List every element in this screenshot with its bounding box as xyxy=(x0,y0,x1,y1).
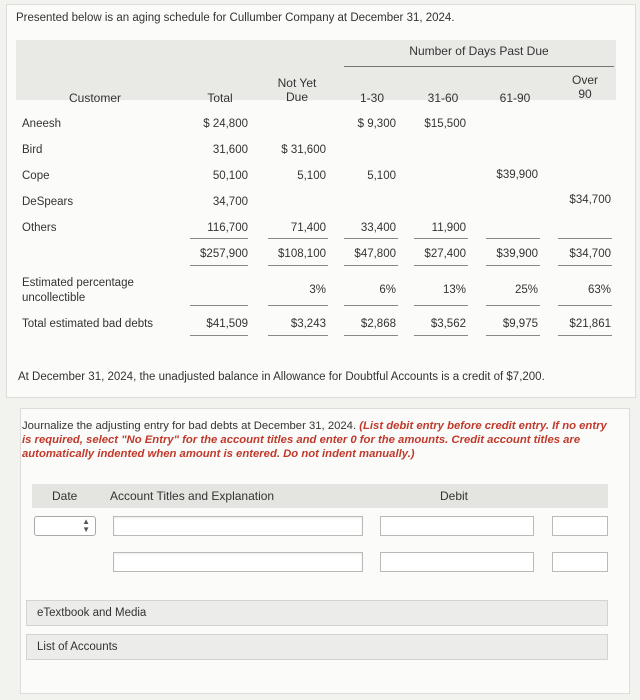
row-others-name: Others xyxy=(22,222,57,234)
pct-61-90: 25% xyxy=(514,284,538,296)
pct-label-line1: Estimated percentage xyxy=(22,277,134,289)
list-of-accounts-link[interactable] xyxy=(26,634,608,660)
journal-row2-credit-input[interactable] xyxy=(552,552,608,572)
header-span-rule xyxy=(344,66,614,67)
totals-total: $257,900 xyxy=(200,248,248,260)
journal-col-debit: Debit xyxy=(440,489,469,503)
col-header-over-90-line1: Over xyxy=(571,73,598,87)
bad-1-30: $2,868 xyxy=(360,318,396,330)
bad-debts-label: Total estimated bad debts xyxy=(22,318,154,330)
pct-label-line2: uncollectible xyxy=(22,292,86,304)
dbl-rule-61-90-1 xyxy=(486,265,540,266)
totals-61-90: $39,900 xyxy=(496,248,538,260)
row-cope-61-90: $39,900 xyxy=(496,169,538,181)
col-header-61-90: 61-90 xyxy=(499,91,531,105)
col-header-not-yet-due xyxy=(265,76,329,104)
journal-instructions xyxy=(22,419,612,461)
journal-col-account: Account Titles and Explanation xyxy=(110,489,275,503)
rule-1-30-sum xyxy=(344,238,398,239)
dbl-rule-bad-61-90 xyxy=(486,335,540,336)
row-bird-total: 31,600 xyxy=(212,144,248,156)
select-arrows-icon: ▲ ▼ xyxy=(82,517,90,534)
row-bird-not-yet-due: $ 31,600 xyxy=(281,144,326,156)
rule-bad-1-30 xyxy=(344,305,398,306)
row-others-1-30: 33,400 xyxy=(360,222,396,234)
instruction-text: Journalize the adjusting entry for bad debts at December 31, 2024. xyxy=(22,420,357,432)
row-bird-name: Bird xyxy=(22,144,43,156)
row-despears-over-90: $34,700 xyxy=(569,194,611,206)
dbl-rule-bad-notdue xyxy=(268,335,328,336)
journal-row1-debit-input[interactable] xyxy=(380,516,534,536)
pct-not-yet-due: 3% xyxy=(309,284,326,296)
dbl-rule-bad-total xyxy=(190,335,248,336)
pct-31-60: 13% xyxy=(442,284,466,296)
journal-row2-debit-input[interactable] xyxy=(380,552,534,572)
allowance-note: At December 31, 2024, the unadjusted balance in Allowance for Doubtful Accounts is a credit of $7,200. xyxy=(18,371,545,383)
rule-61-90-sum xyxy=(486,238,540,239)
rule-bad-total xyxy=(190,305,248,306)
instruction-note: (List debit entry before credit entry. If no entry is required, select "No Entry" for the account titles and enter 0 for the amounts. Credit account titles are automatically indented when amount is entered. Do not indent manually.) xyxy=(22,420,607,460)
intro-text: Presented below is an aging schedule for Cullumber Company at December 31, 2024. xyxy=(16,12,455,24)
col-header-customer: Customer xyxy=(68,91,121,105)
row-cope-1-30: 5,100 xyxy=(367,170,396,182)
dbl-rule-31-60-1 xyxy=(414,265,468,266)
col-header-31-60: 31-60 xyxy=(427,91,459,105)
bad-61-90: $9,975 xyxy=(502,318,538,330)
etextbook-media-label: eTextbook and Media xyxy=(37,607,147,619)
rule-bad-over xyxy=(558,305,612,306)
rule-31-60-sum xyxy=(414,238,468,239)
rule-bad-notdue xyxy=(268,305,328,306)
rule-bad-61-90 xyxy=(486,305,540,306)
row-aneesh-name: Aneesh xyxy=(22,118,62,130)
totals-31-60: $27,400 xyxy=(424,248,466,260)
etextbook-media-link[interactable] xyxy=(26,600,608,626)
journal-row1-date-select[interactable] xyxy=(34,516,96,536)
row-aneesh-31-60: $15,500 xyxy=(424,118,466,130)
col-header-1-30: 1-30 xyxy=(359,91,385,105)
dbl-rule-bad-over xyxy=(558,335,612,336)
col-header-total: Total xyxy=(207,91,233,105)
row-others-not-yet-due: 71,400 xyxy=(290,222,326,234)
list-of-accounts-label: List of Accounts xyxy=(37,641,118,653)
bad-total: $41,509 xyxy=(206,318,248,330)
totals-over-90: $34,700 xyxy=(569,248,611,260)
col-header-over-90 xyxy=(560,73,610,101)
row-despears-total: 34,700 xyxy=(212,196,248,208)
row-cope-total: 50,100 xyxy=(212,170,248,182)
rule-notdue-sum xyxy=(268,238,328,239)
row-cope-name: Cope xyxy=(22,170,50,182)
row-aneesh-1-30: $ 9,300 xyxy=(357,118,396,130)
days-past-due-header: Number of Days Past Due xyxy=(409,44,549,58)
journal-col-date: Date xyxy=(52,489,78,503)
journal-row1-credit-input[interactable] xyxy=(552,516,608,536)
row-aneesh-total: $ 24,800 xyxy=(203,118,248,130)
col-header-not-yet-due-line2: Due xyxy=(285,90,308,104)
journal-row2-account-input[interactable] xyxy=(113,552,363,572)
rule-total-sum xyxy=(190,238,248,239)
pct-label xyxy=(22,276,134,306)
rule-over-sum xyxy=(558,238,612,239)
dbl-rule-1-30-1 xyxy=(344,265,398,266)
dbl-rule-over-1 xyxy=(558,265,612,266)
pct-1-30: 6% xyxy=(379,284,396,296)
dbl-rule-bad-31-60 xyxy=(414,335,468,336)
dbl-rule-total-1 xyxy=(190,265,248,266)
rule-bad-31-60 xyxy=(414,305,468,306)
dbl-rule-bad-1-30 xyxy=(344,335,398,336)
dbl-rule-notdue-1 xyxy=(268,265,328,266)
totals-1-30: $47,800 xyxy=(354,248,396,260)
bad-not-yet-due: $3,243 xyxy=(290,318,326,330)
bad-over-90: $21,861 xyxy=(569,318,611,330)
row-despears-name: DeSpears xyxy=(22,196,74,208)
col-header-not-yet-due-line1: Not Yet xyxy=(277,76,317,90)
col-header-over-90-line2: 90 xyxy=(578,87,592,101)
journal-row1-account-input[interactable] xyxy=(113,516,363,536)
pct-over-90: 63% xyxy=(587,284,611,296)
journal-header xyxy=(32,484,608,508)
row-cope-not-yet-due: 5,100 xyxy=(297,170,326,182)
bad-31-60: $3,562 xyxy=(430,318,466,330)
row-others-31-60: 11,900 xyxy=(431,222,466,234)
totals-not-yet-due: $108,100 xyxy=(278,248,326,260)
row-others-total: 116,700 xyxy=(207,222,248,234)
